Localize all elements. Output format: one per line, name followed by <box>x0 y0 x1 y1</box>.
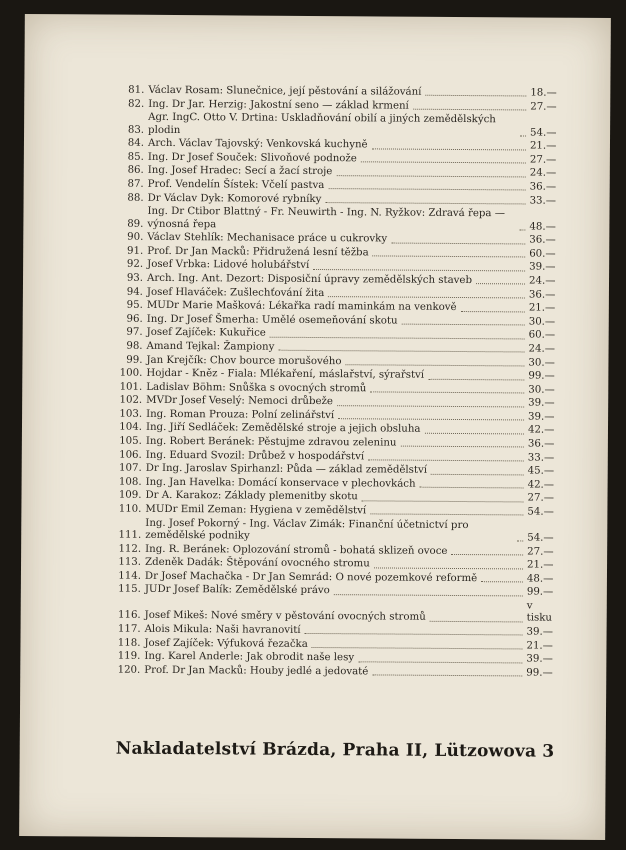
entry-number: 113. <box>118 556 142 569</box>
entry-title: Amand Tejkal: Žampiony <box>146 340 275 353</box>
entry-number: 94. <box>126 286 143 298</box>
entry-price: 27.— <box>527 546 554 558</box>
entry-title: Josef Zajíček: Kukuřice <box>146 327 266 339</box>
entry-number: 107. <box>118 462 142 475</box>
entry-title: Josef Hlaváček: Zušlechťování žita <box>146 286 325 299</box>
leader-dots <box>430 621 523 623</box>
leader-dots <box>461 311 525 312</box>
leader-dots <box>358 661 522 663</box>
entry-price: 48.— <box>529 221 556 233</box>
entry-title: Zdeněk Dadák: Štěpování ovocného stromu <box>145 557 370 570</box>
entry-title: MUDr Marie Mašková: Lékařka radí maminkám na venkově <box>146 299 457 314</box>
entry-price: 60.— <box>529 248 556 260</box>
entry-price: 39.— <box>528 411 555 423</box>
entry-number: 103. <box>119 408 143 420</box>
entry-price: v tisku <box>526 600 553 625</box>
entry-title: Ing. Roman Prouza: Polní zelinářství <box>146 408 335 422</box>
entry-title: Ing. Dr Jar. Herzig: Jakostní seno — základ krmení <box>148 98 409 112</box>
leader-dots <box>374 567 523 569</box>
entry-price: 21.— <box>529 140 557 152</box>
entry-number: 117. <box>117 623 141 635</box>
publisher-line: Nakladatelství Brázda, Praha II, Lützowova 3 <box>115 738 555 762</box>
list-item <box>111 517 561 545</box>
entry-title: Dr Ing. Jaroslav Spirhanzl: Půda — základ zemědělství <box>145 463 428 477</box>
list-item <box>114 112 564 140</box>
entry-price: 99.— <box>526 586 554 599</box>
leader-dots <box>312 647 523 649</box>
entry-number: 112. <box>118 543 142 555</box>
leader-dots <box>519 229 525 230</box>
leader-dots <box>337 405 524 407</box>
entry-price: 24.— <box>529 167 557 180</box>
entry-price: 42.— <box>527 424 555 437</box>
leader-dots <box>373 256 526 258</box>
entry-number: 106. <box>119 449 142 461</box>
entry-price: 39.— <box>528 397 555 409</box>
entry-number: 84. <box>127 137 145 149</box>
entry-title: Ing. Jiří Sedláček: Zemědělské stroje a jejich obsluha <box>145 422 421 436</box>
entry-price: 39.— <box>526 653 553 665</box>
leader-dots <box>328 188 525 190</box>
entry-title: Václav Stehlík: Mechanisace práce u cukrovky <box>147 231 388 245</box>
leader-dots <box>428 378 524 380</box>
entry-number: 114. <box>118 570 141 582</box>
entry-number: 101. <box>119 381 143 393</box>
leader-dots <box>413 109 526 111</box>
entry-title: Josef Mikeš: Nové směry v pěstování ovocných stromů <box>144 610 426 624</box>
entry-number: 89. <box>127 218 144 230</box>
entry-title: Arch. Václav Tajovský: Venkovská kuchyně <box>147 138 368 151</box>
catalog-page <box>19 14 611 840</box>
entry-title: MVDr Josef Veselý: Nemoci drůbeže <box>146 395 333 408</box>
leader-dots <box>372 675 522 677</box>
entry-price: 45.— <box>527 465 555 477</box>
entry-price: 48.— <box>526 573 554 585</box>
leader-dots <box>278 350 524 353</box>
leader-dots <box>517 541 523 542</box>
entry-title: Josef Vrbka: Lidové holubářství <box>147 259 310 272</box>
entry-price: 36.— <box>528 289 556 301</box>
entry-title: Josef Zajíček: Výfuková řezačka <box>144 637 308 650</box>
entry-title: Ing. Eduard Svozil: Drůbež v hospodářství <box>145 449 365 462</box>
entry-number: 109. <box>118 490 142 502</box>
entry-title: Ing. R. Beránek: Oplozování stromů - bohatá sklizeň ovoce <box>145 543 448 557</box>
entry-title: Agr. IngC. Otto V. Drtina: Uskladňování obilí a jiných zemědělských plodin <box>148 112 496 136</box>
entry-number: 120. <box>117 664 141 676</box>
entry-number: 96. <box>126 313 143 325</box>
entry-title: Ing. Dr Josef Souček: Slivoňové podnože <box>147 151 357 165</box>
entry-title: Ing. Dr Josef Šmerha: Umělé osemeňování skotu <box>146 313 398 327</box>
entry-number: 100. <box>119 367 143 379</box>
entry-title: Ing. Robert Beránek: Pěstujme zdravou zeleninu <box>145 435 397 449</box>
entry-title: Prof. Dr Jan Macků: Houby jedlé a jedovaté <box>144 664 369 678</box>
entry-price: 24.— <box>528 275 556 287</box>
list-item <box>111 598 561 626</box>
leader-dots <box>334 594 523 596</box>
entry-price: 54.— <box>527 532 554 544</box>
entry-number: 105. <box>119 435 142 447</box>
leader-dots <box>338 418 524 420</box>
leader-dots <box>402 324 525 326</box>
entry-title: Václav Rosam: Slunečnice, její pěstování a silážování <box>148 84 422 98</box>
entry-title: Ing. Josef Pokorný - Ing. Václav Zimák: Finanční účetnictví pro zemědělské podniky <box>145 517 469 542</box>
entry-title: Hojdar - Kněz - Fiala: Mlékaření, máslařství, sýrařství <box>146 367 425 381</box>
entry-title: Ing. Josef Hradec: Secí a žací stroje <box>147 165 333 178</box>
entry-title: Dr A. Karakoz: Základy plemenitby skotu <box>145 490 358 503</box>
entry-price: 36.— <box>527 438 555 450</box>
entry-price: 30.— <box>528 384 555 396</box>
entry-number: 90. <box>127 231 144 243</box>
entry-number: 116. <box>117 610 141 622</box>
entry-title: Ing. Dr Ctibor Blattný - Fr. Neuwirth - Ing. N. Ryžkov: Zdravá řepa — výnosná řepa <box>147 205 505 230</box>
entry-number: 98. <box>126 340 143 352</box>
entry-number: 110. <box>118 503 142 515</box>
entry-number: 99. <box>126 354 143 366</box>
entry-number: 81. <box>128 84 145 96</box>
leader-dots <box>481 581 523 582</box>
entry-number: 88. <box>127 192 144 204</box>
entry-price: 60.— <box>528 329 556 341</box>
entry-title: JUDr Josef Balík: Zemědělské právo <box>144 584 330 597</box>
entry-price: 39.— <box>526 626 554 638</box>
leader-dots <box>325 202 525 204</box>
entry-number: 83. <box>127 124 145 136</box>
list-item <box>113 206 563 234</box>
entry-number: 91. <box>126 245 144 257</box>
entry-title: Ing. Jan Havelka: Domácí konservace v plechovkách <box>145 476 416 490</box>
entry-title: Prof. Vendelín Šístek: Včelí pastva <box>147 178 325 192</box>
entry-price: 18.— <box>530 87 557 99</box>
leader-dots <box>372 148 526 150</box>
leader-dots <box>368 459 524 461</box>
entry-number: 102. <box>119 394 143 407</box>
entry-number: 108. <box>118 476 142 488</box>
entry-title: Arch. Ing. Ant. Dezort: Disposiční úpravy zemědělských staveb <box>146 272 473 287</box>
entry-number: 119. <box>117 650 141 662</box>
entry-price: 42.— <box>527 479 555 491</box>
entry-number: 92. <box>126 259 144 271</box>
entry-number: 115. <box>118 584 141 596</box>
leader-dots <box>431 473 524 475</box>
entry-price: 30.— <box>528 356 555 369</box>
entry-price: 33.— <box>529 195 557 207</box>
entry-number: 93. <box>126 272 144 284</box>
leader-dots <box>345 364 524 366</box>
book-list <box>110 85 564 682</box>
entry-price: 54.— <box>530 127 557 139</box>
entry-price: 30.— <box>528 316 556 328</box>
entry-price: 54.— <box>527 506 554 518</box>
leader-dots <box>391 242 525 244</box>
entry-price: 27.— <box>530 101 557 113</box>
entry-number: 118. <box>117 637 141 649</box>
leader-dots <box>270 336 525 339</box>
entry-title: Jan Krejčík: Chov bource morušového <box>146 354 342 367</box>
entry-price: 36.— <box>529 181 557 193</box>
entry-price: 21.— <box>528 302 556 314</box>
entry-price: 36.— <box>529 234 556 246</box>
entry-price: 21.— <box>526 640 553 652</box>
leader-dots <box>370 391 524 393</box>
entry-title: MUDr Emil Zeman: Hygiena v zemědělství <box>145 503 367 517</box>
leader-dots <box>336 175 526 177</box>
entry-title: Ing. Karel Anderle: Jak obrodit naše lesy <box>144 651 355 664</box>
entry-price: 27.— <box>527 492 554 505</box>
entry-number: 86. <box>127 165 144 177</box>
entry-price: 24.— <box>528 343 555 355</box>
leader-dots <box>451 554 523 556</box>
leader-dots <box>476 283 525 284</box>
entry-number: 95. <box>126 299 143 311</box>
entry-title: Dr Václav Dyk: Komorové rybníky <box>147 192 322 205</box>
leader-dots <box>370 514 523 516</box>
entry-title: Ladislav Böhm: Snůška s ovocných stromů <box>146 381 367 395</box>
entry-number: 87. <box>127 178 144 190</box>
leader-dots <box>305 633 523 636</box>
entry-number: 97. <box>126 326 143 339</box>
entry-price: 39.— <box>529 261 556 274</box>
leader-dots <box>313 269 525 271</box>
entry-title: Alois Mikula: Naši havranovití <box>144 623 301 636</box>
leader-dots <box>424 433 523 435</box>
entry-title: Prof. Dr Jan Macků: Přidružená lesní těžba <box>147 245 369 259</box>
list-item <box>110 664 560 680</box>
leader-dots <box>425 95 526 97</box>
entry-number: 111. <box>118 529 142 541</box>
entry-title: Dr Josef Machačka - Dr Jan Semrád: O nové pozemkové reformě <box>144 570 478 584</box>
leader-dots <box>328 296 525 298</box>
leader-dots <box>420 487 524 489</box>
entry-price: 99.— <box>528 370 555 382</box>
entry-price: 21.— <box>527 559 554 571</box>
leader-dots <box>400 446 523 448</box>
leader-dots <box>362 500 524 502</box>
entry-number: 82. <box>128 98 145 110</box>
leader-dots <box>361 162 526 164</box>
entry-price: 27.— <box>529 154 557 166</box>
entry-number: 85. <box>127 151 144 163</box>
entry-price: 99.— <box>526 667 553 679</box>
entry-price: 33.— <box>527 452 555 464</box>
leader-dots <box>520 135 526 136</box>
entry-number: 104. <box>119 422 143 434</box>
